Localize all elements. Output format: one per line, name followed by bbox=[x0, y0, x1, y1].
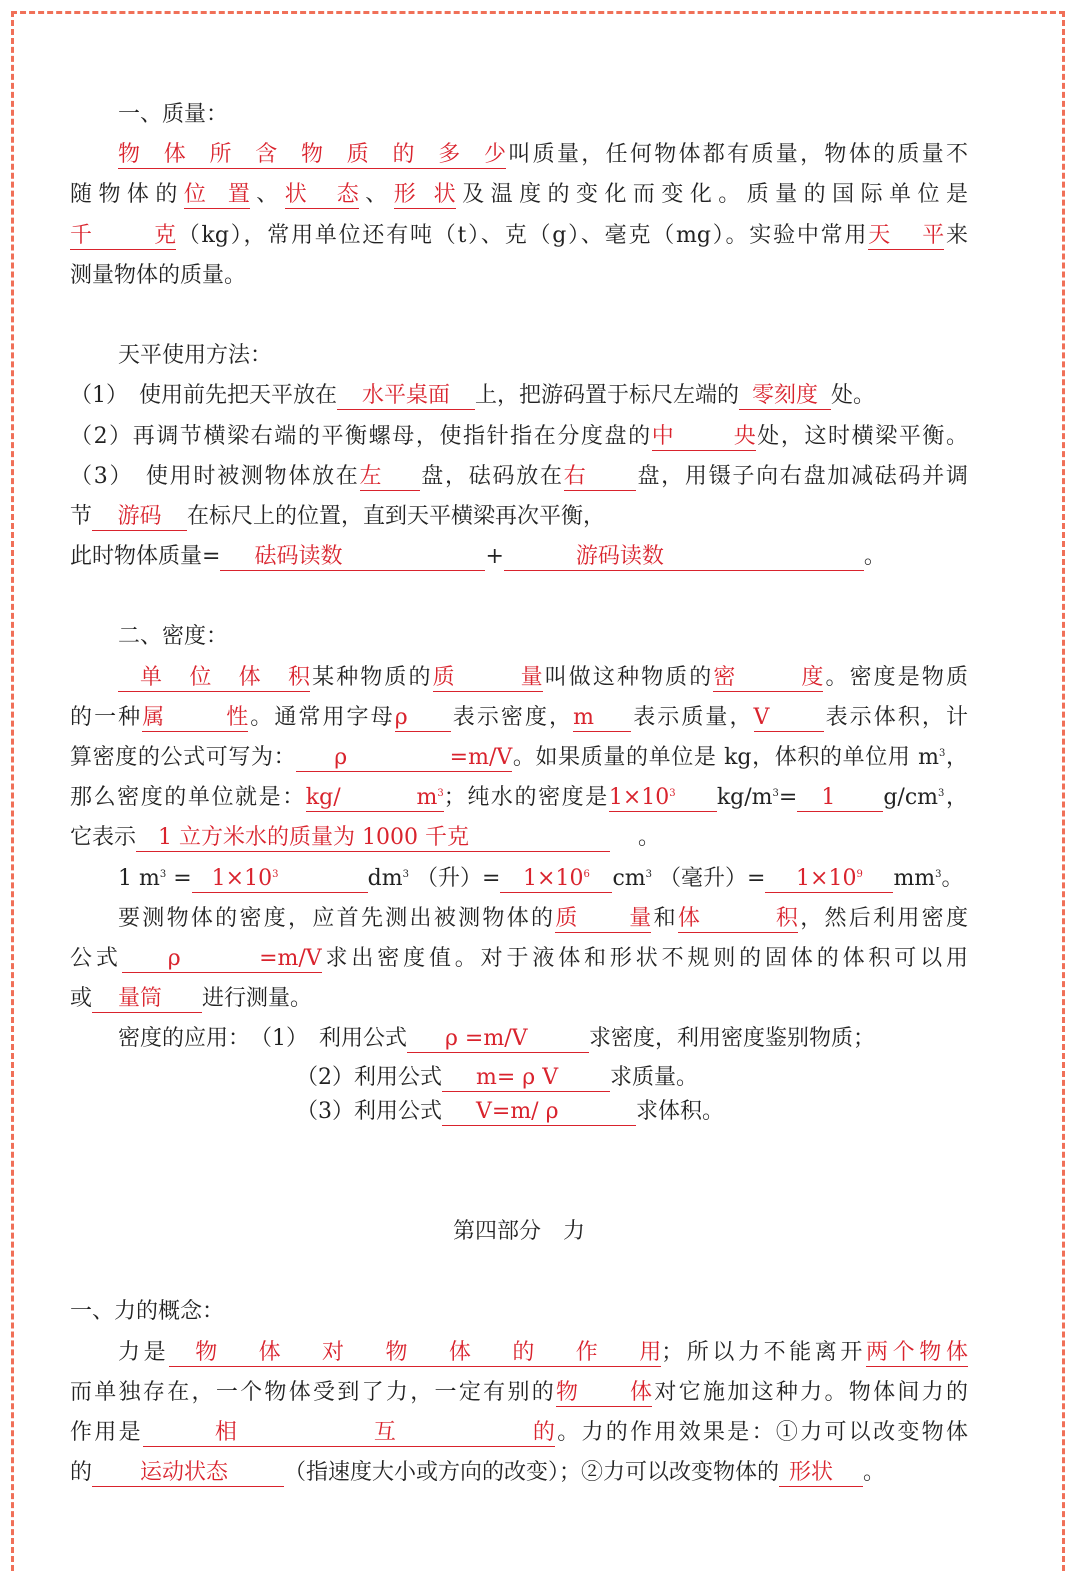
density-line-9: 或 量筒 进行测量。 bbox=[70, 986, 313, 1012]
density-line-1: 单位体积某种物质的质量叫做这种物质的密度。密度是物质 bbox=[70, 658, 968, 698]
density-application-1: 密度的应用： （1） 利用公式 ρ =m/V 求密度，利用密度鉴别物质； bbox=[118, 1026, 876, 1052]
balance-mass-formula: 此时物体质量= 砝码读数 + 游码读数 。 bbox=[70, 544, 886, 570]
answer-blank: $1\times 10^3$ bbox=[609, 785, 717, 812]
answer-blank: 位置 bbox=[183, 182, 250, 208]
balance-step-3-cont: 节 游码 在标尺上的位置，直到天平横梁再次平衡， bbox=[70, 503, 606, 529]
answer-blank: 形状 bbox=[779, 1460, 863, 1487]
answer-blank: 量筒 bbox=[92, 986, 202, 1013]
density-line-5: 它表示 1 立方米水的质量为 1000 千克 。 bbox=[70, 825, 661, 851]
mass-heading: 一、质量： bbox=[118, 102, 229, 127]
answer-blank: 物体对物体的作用 bbox=[169, 1340, 661, 1367]
answer-blank: 1 bbox=[797, 785, 883, 812]
answer-blank: V bbox=[754, 705, 824, 732]
density-line-8: 公式 ρ =m/V求出密度值。对于液体和形状不规则的固体的体积可以用 bbox=[70, 945, 968, 971]
answer-blank: $1\times 10^6$ bbox=[500, 866, 612, 893]
answer-blank: m= ρ V bbox=[442, 1065, 610, 1092]
density-application-2: （2）利用公式 m= ρ V 求质量。 bbox=[296, 1064, 699, 1090]
density-line-2: 的一种属性。通常用字母ρ 表示密度，m 表示质量，V 表示体积，计 bbox=[70, 704, 968, 730]
part-title: 第四部分 力 bbox=[452, 1219, 585, 1245]
answer-blank: 体积 bbox=[677, 905, 798, 931]
answer-blank: ρ =m/V bbox=[296, 745, 512, 772]
answer-blank: 密度 bbox=[713, 664, 824, 690]
force-line-4: 的 运动状态 （指速度大小或方向的改变）；②力可以改变物体的 形状 。 bbox=[70, 1460, 886, 1486]
answer-blank: 物体所含物质的多少 bbox=[118, 142, 506, 168]
answer-blank: 水平桌面 bbox=[337, 383, 475, 410]
answer-blank: 砝码读数 bbox=[220, 544, 485, 571]
answer-blank: kg/ $m^3$ bbox=[305, 785, 444, 811]
mass-paragraph-line-4: 测量物体的质量。 bbox=[70, 262, 247, 288]
force-heading: 一、力的概念： bbox=[70, 1299, 225, 1325]
density-heading: 二、密度： bbox=[118, 624, 229, 650]
answer-blank: 质量 bbox=[432, 664, 543, 690]
answer-blank: 属性 bbox=[142, 704, 249, 730]
mass-paragraph-line-2: 随物体的位置、状态、形状及温度的变化而变化。质量的国际单位是 bbox=[70, 182, 968, 208]
force-line-2: 而单独存在，一个物体受到了力，一定有别的物体对它施加这种力。物体间力的 bbox=[70, 1379, 968, 1405]
worksheet bbox=[70, 95, 968, 1493]
answer-blank: 物体 bbox=[556, 1379, 653, 1405]
density-line-7: 要测物体的密度，应首先测出被测物体的质量和体积，然后利用密度 bbox=[118, 905, 968, 931]
answer-blank: 游码读数 bbox=[504, 544, 864, 571]
answer-blank: 相互的 bbox=[143, 1420, 555, 1447]
answer-blank: 1 立方米水的质量为 1000 千克 bbox=[136, 825, 610, 852]
answer-blank: 游码 bbox=[92, 504, 187, 531]
balance-step-2: （2）再调节横梁右端的平衡螺母，使指针指在分度盘的中央处，这时横梁平衡。 bbox=[70, 423, 968, 449]
answer-blank: 单位体积 bbox=[118, 665, 310, 692]
answer-blank: ρ =m/V bbox=[407, 1026, 589, 1053]
answer-blank: 运动状态 bbox=[92, 1460, 284, 1487]
density-line-4: 那么密度的单位就是：kg/ $m^3$；纯水的密度是$1\times 10^3$ $kg/m^3= 1$ $g/cm^3$， bbox=[70, 785, 968, 811]
answer-blank: 零刻度 bbox=[739, 383, 831, 410]
answer-blank: V=m/ ρ bbox=[442, 1099, 636, 1126]
answer-blank: $1\times 10^3$ bbox=[192, 866, 368, 893]
answer-blank: 右 bbox=[564, 464, 636, 491]
answer-blank: ρ =m/V bbox=[122, 946, 322, 973]
answer-blank: 中央 bbox=[651, 423, 756, 449]
answer-blank: 天平 bbox=[868, 222, 945, 248]
force-line-3: 作用是 相互的。力的作用效果是：①力可以改变物体 bbox=[70, 1420, 968, 1446]
mass-paragraph-line-3: 千克（kg），常用单位还有吨（t）、克（g）、毫克（mg）。实验中常用天平来 bbox=[70, 222, 968, 248]
balance-step-3: （3） 使用时被测物体放在左 盘，砝码放在右 盘，用镊子向右盘加减砝码并调 bbox=[70, 463, 968, 489]
answer-blank: 形状 bbox=[393, 182, 456, 208]
mass-paragraph-line-1: 物体所含物质的多少叫质量，任何物体都有质量，物体的质量不 bbox=[118, 142, 968, 168]
answer-blank: 状态 bbox=[284, 182, 359, 208]
answer-blank: m bbox=[573, 705, 631, 732]
answer-blank: 两个物体 bbox=[865, 1339, 968, 1365]
answer-blank: $1\times 10^9$ bbox=[765, 866, 893, 893]
density-line-3: 算密度的公式可写为： ρ =m/V。如果质量的单位是 kg，体积的单位用 $m^3$， bbox=[70, 745, 968, 770]
answer-blank: 质量 bbox=[555, 905, 652, 931]
answer-blank: 左 bbox=[360, 464, 420, 491]
force-line-1: 力是 物体对物体的作用；所以力不能离开两个物体 bbox=[118, 1339, 968, 1365]
answer-blank: 千克 bbox=[70, 222, 176, 248]
density-unit-conversion: 1 $m^3 = 1\times 10^3$ $dm^3$ （升）= $1\times 10^6$ $cm^3$ （毫升）= $1\times 10^9$ $mm^3$。 bbox=[118, 865, 964, 891]
density-application-3: （3）利用公式 V=m/ ρ 求体积。 bbox=[296, 1098, 725, 1124]
answer-blank: ρ bbox=[395, 705, 451, 732]
balance-heading: 天平使用方法： bbox=[118, 343, 273, 369]
balance-step-1: （1） 使用前先把天平放在 水平桌面 上，把游码置于标尺左端的 零刻度 处。 bbox=[70, 383, 876, 409]
